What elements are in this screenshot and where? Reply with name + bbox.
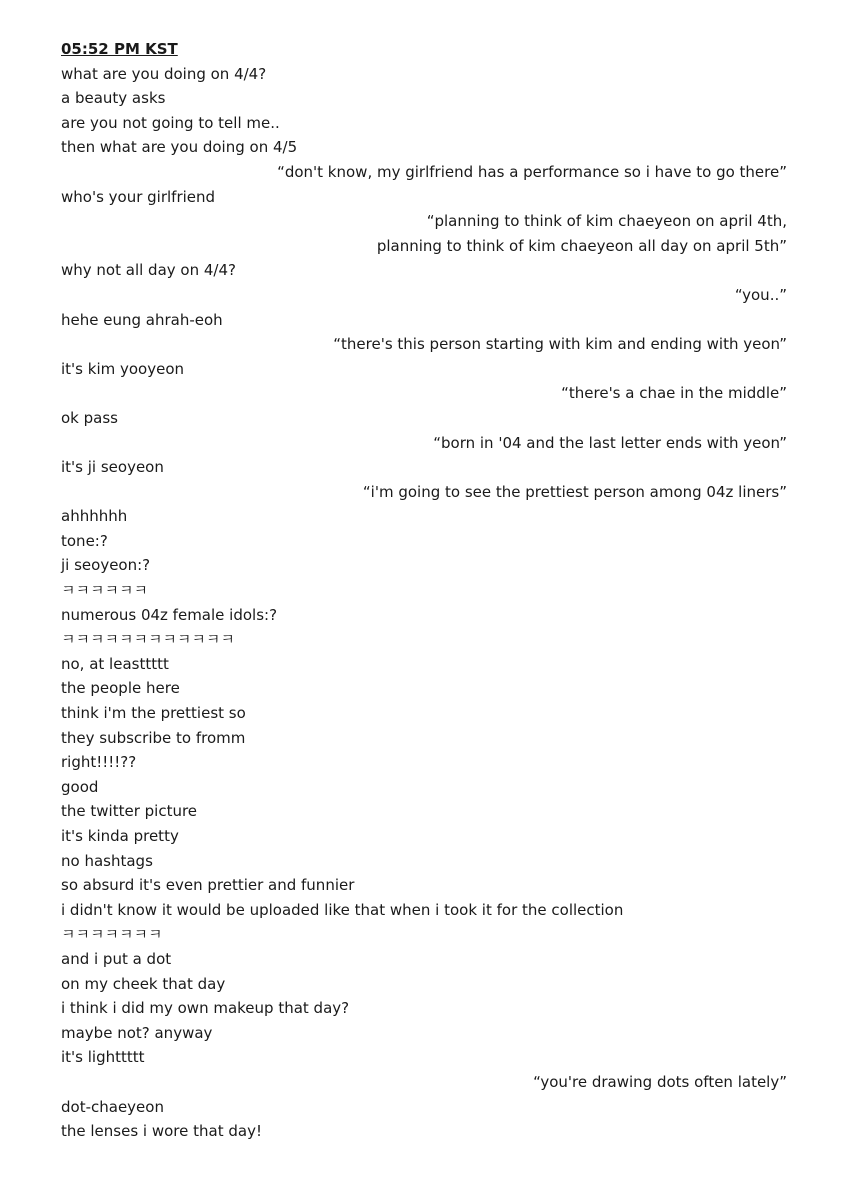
message-line: the lenses i wore that day! [61, 1122, 262, 1141]
timestamp-header: 05:52 PM KST [61, 40, 178, 58]
message-line: it's kim yooyeon [61, 359, 185, 378]
message-line: ㅋㅋㅋㅋㅋㅋ [61, 581, 148, 600]
quoted-reply-line: “there's a chae in the middle” [561, 384, 787, 403]
message-line: it's kinda pretty [61, 827, 179, 845]
message-line: no, at leasttttt [61, 654, 169, 673]
message-line: numerous 04z female idols:? [61, 605, 278, 624]
message-line: it's ji seoyeon [61, 458, 164, 477]
message-line: no hashtags [61, 851, 153, 870]
message-list [61, 62, 787, 1144]
message-line: on my cheek that day [61, 974, 226, 993]
quoted-reply-line: planning to think of kim chaeyeon all day on april 5th” [376, 236, 787, 255]
message-line: are you not going to tell me.. [61, 113, 280, 132]
message-line: the people here [61, 679, 180, 698]
message-line: maybe not? anyway [61, 1023, 213, 1042]
message-line: a beauty asks [61, 89, 166, 108]
message-line: think i'm the prettiest so [61, 704, 246, 723]
message-line: ok pass [61, 408, 118, 427]
message-line: ahhhhhh [61, 507, 128, 526]
message-line: so absurd it's even prettier and funnier [61, 876, 355, 895]
message-line: ㅋㅋㅋㅋㅋㅋㅋ [61, 925, 163, 944]
message-line: right!!!!?? [61, 753, 137, 772]
message-line: the twitter picture [61, 802, 198, 821]
quoted-reply-line: “don't know, my girlfriend has a performance so i have to go there” [277, 162, 787, 181]
quoted-reply-line: “born in '04 and the last letter ends with yeon” [433, 433, 787, 452]
message-line: who's your girlfriend [61, 187, 216, 206]
message-line: why not all day on 4/4? [61, 261, 236, 280]
quoted-reply-line: “you're drawing dots often lately” [533, 1072, 787, 1091]
transcript-page [61, 37, 787, 1144]
message-line: what are you doing on 4/4? [61, 64, 267, 83]
message-line: ji seoyeon:? [61, 556, 151, 575]
message-line: good [61, 777, 99, 796]
message-line: ㅋㅋㅋㅋㅋㅋㅋㅋㅋㅋㅋㅋ [61, 630, 235, 649]
message-line: hehe eung ahrah-eoh [61, 310, 223, 329]
message-line: it's lighttttt [61, 1048, 145, 1067]
message-line: dot-chaeyeon [61, 1097, 164, 1116]
message-line: i didn't know it would be uploaded like that when i took it for the collection [61, 900, 624, 919]
message-line: they subscribe to fromm [61, 728, 246, 747]
message-line: tone:? [61, 531, 108, 550]
message-line: i think i did my own makeup that day? [61, 999, 350, 1018]
quoted-reply-line: “there's this person starting with kim and ending with yeon” [333, 335, 787, 354]
message-line: then what are you doing on 4/5 [61, 138, 298, 157]
quoted-reply-line: “planning to think of kim chaeyeon on april 4th, [426, 212, 787, 231]
message-line: and i put a dot [61, 949, 172, 968]
quoted-reply-line: “you..” [734, 285, 787, 304]
quoted-reply-line: “i'm going to see the prettiest person among 04z liners” [362, 482, 787, 501]
